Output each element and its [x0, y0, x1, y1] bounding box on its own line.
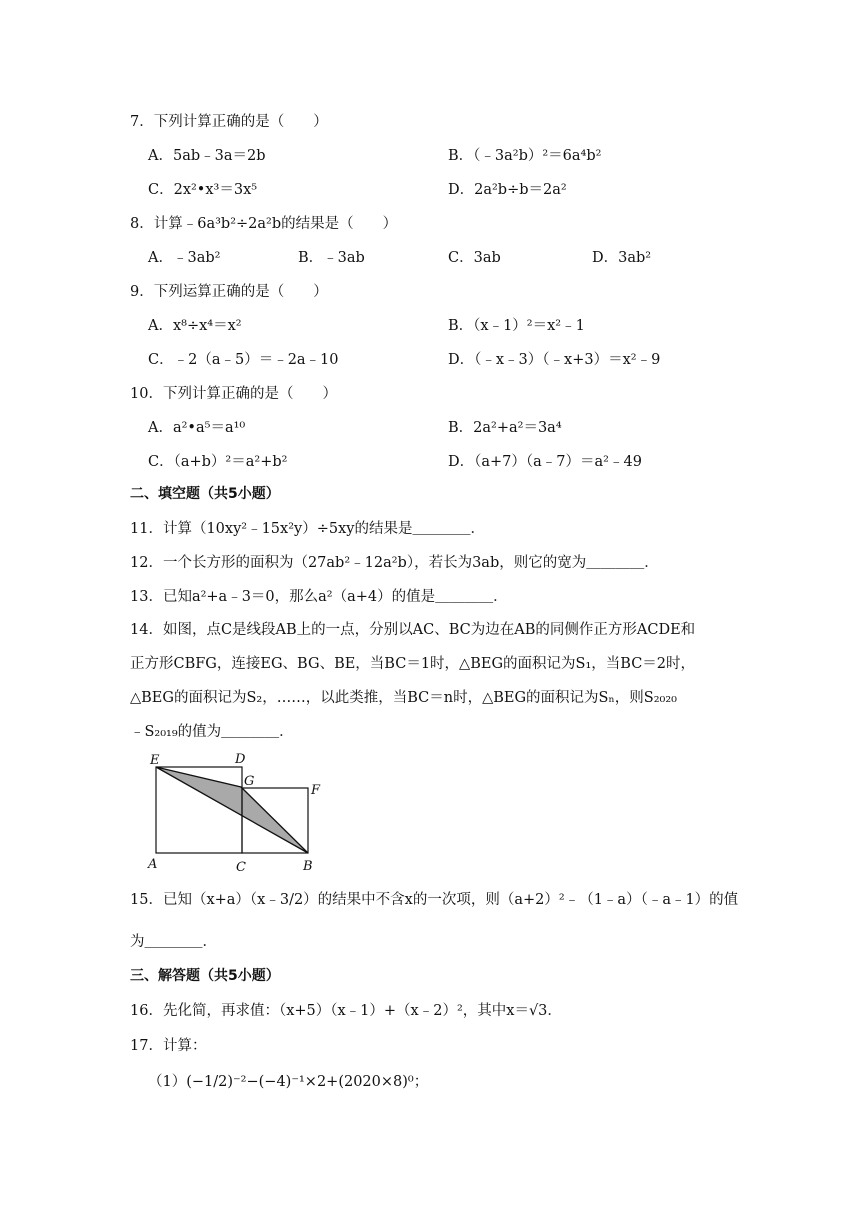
question-13: 13．已知a²+a﹣3＝0，那么a²（a+4）的值是＿＿＿＿． — [130, 589, 508, 605]
point-a-label: A — [148, 857, 158, 872]
question-8-option-b: B．﹣3ab — [298, 250, 365, 266]
point-f-label: F — [311, 783, 321, 798]
question-7-option-d: D．2a²b÷b＝2a² — [448, 182, 567, 198]
question-7-option-c: C．2x²•x³＝3x⁵ — [148, 182, 258, 198]
question-10-option-d: D．（a+7）（a﹣7）＝a²﹣49 — [448, 454, 642, 470]
question-15-line-2: 为＿＿＿＿． — [130, 934, 217, 950]
question-12: 12．一个长方形的面积为（27ab²﹣12a²b），若长为3ab，则它的宽为＿＿＿＿． — [130, 555, 659, 571]
question-14-line-3: △BEG的面积记为S₂，……，以此类推，当BC＝n时，△BEG的面积记为Sₙ，则S₂₀₂₀ — [130, 690, 677, 706]
question-11: 11．计算（10xy²﹣15x²y）÷5xy的结果是＿＿＿＿． — [130, 521, 485, 537]
point-c-label: C — [236, 860, 246, 875]
question-8-option-a: A．﹣3ab² — [148, 250, 221, 266]
question-10-stem: 10．下列计算正确的是（ ） — [130, 386, 337, 402]
point-b-label: B — [303, 859, 313, 874]
question-7-option-a: A．5ab﹣3a＝2b — [148, 148, 266, 164]
question-9-option-d: D．（﹣x﹣3）（﹣x+3）＝x²﹣9 — [448, 352, 661, 368]
question-8-option-d: D．3ab² — [592, 250, 652, 266]
point-e-label: E — [150, 753, 160, 768]
question-9-option-b: B．（x﹣1）²＝x²﹣1 — [448, 318, 585, 334]
question-15-line-1: 15．已知（x+a）（x﹣3/2）的结果中不含x的一次项，则（a+2）²﹣（1﹣a）（﹣a﹣1）的值 — [130, 892, 739, 908]
question-9-option-c: C．﹣2（a﹣5）＝﹣2a﹣10 — [148, 352, 339, 368]
question-9-option-a: A．x⁸÷x⁴＝x² — [148, 318, 242, 334]
question-7-option-b: B．（﹣3a²b）²＝6a⁴b² — [448, 148, 602, 164]
point-d-label: D — [235, 752, 246, 767]
question-8-stem: 8．计算﹣6a³b²÷2a²b的结果是（ ） — [130, 216, 398, 232]
point-g-label: G — [244, 774, 255, 789]
squares-figure — [140, 748, 340, 878]
question-8-option-c: C．3ab — [448, 250, 501, 266]
question-10-option-a: A．a²•a⁵＝a¹⁰ — [148, 420, 246, 436]
question-14-line-1: 14．如图，点C是线段AB上的一点，分别以AC、BC为边在AB的同侧作正方形ACDE和 — [130, 622, 696, 638]
question-16: 16．先化简，再求值：（x+5）（x﹣1）+（x﹣2）²，其中x＝√3． — [130, 1003, 562, 1019]
section-2-heading: 二、填空题（共5小题） — [130, 486, 280, 502]
question-17-stem: 17．计算： — [130, 1038, 207, 1054]
question-17-part-1: （1）(−1/2)⁻²−(−4)⁻¹×2+(2020×8)⁰； — [148, 1074, 429, 1090]
section-3-heading: 三、解答题（共5小题） — [130, 968, 280, 984]
question-7-stem: 7．下列计算正确的是（ ） — [130, 114, 328, 130]
question-14-line-4: ﹣S₂₀₁₉的值为＿＿＿＿． — [130, 724, 294, 740]
question-14-line-2: 正方形CBFG，连接EG、BG、BE，当BC＝1时，△BEG的面积记为S₁，当BC＝2时， — [130, 656, 696, 672]
question-10-option-b: B．2a²+a²＝3a⁴ — [448, 420, 562, 436]
question-10-option-c: C．（a+b）²＝a²+b² — [148, 454, 288, 470]
question-9-stem: 9．下列运算正确的是（ ） — [130, 284, 328, 300]
shaded-triangle-beg — [156, 767, 308, 853]
